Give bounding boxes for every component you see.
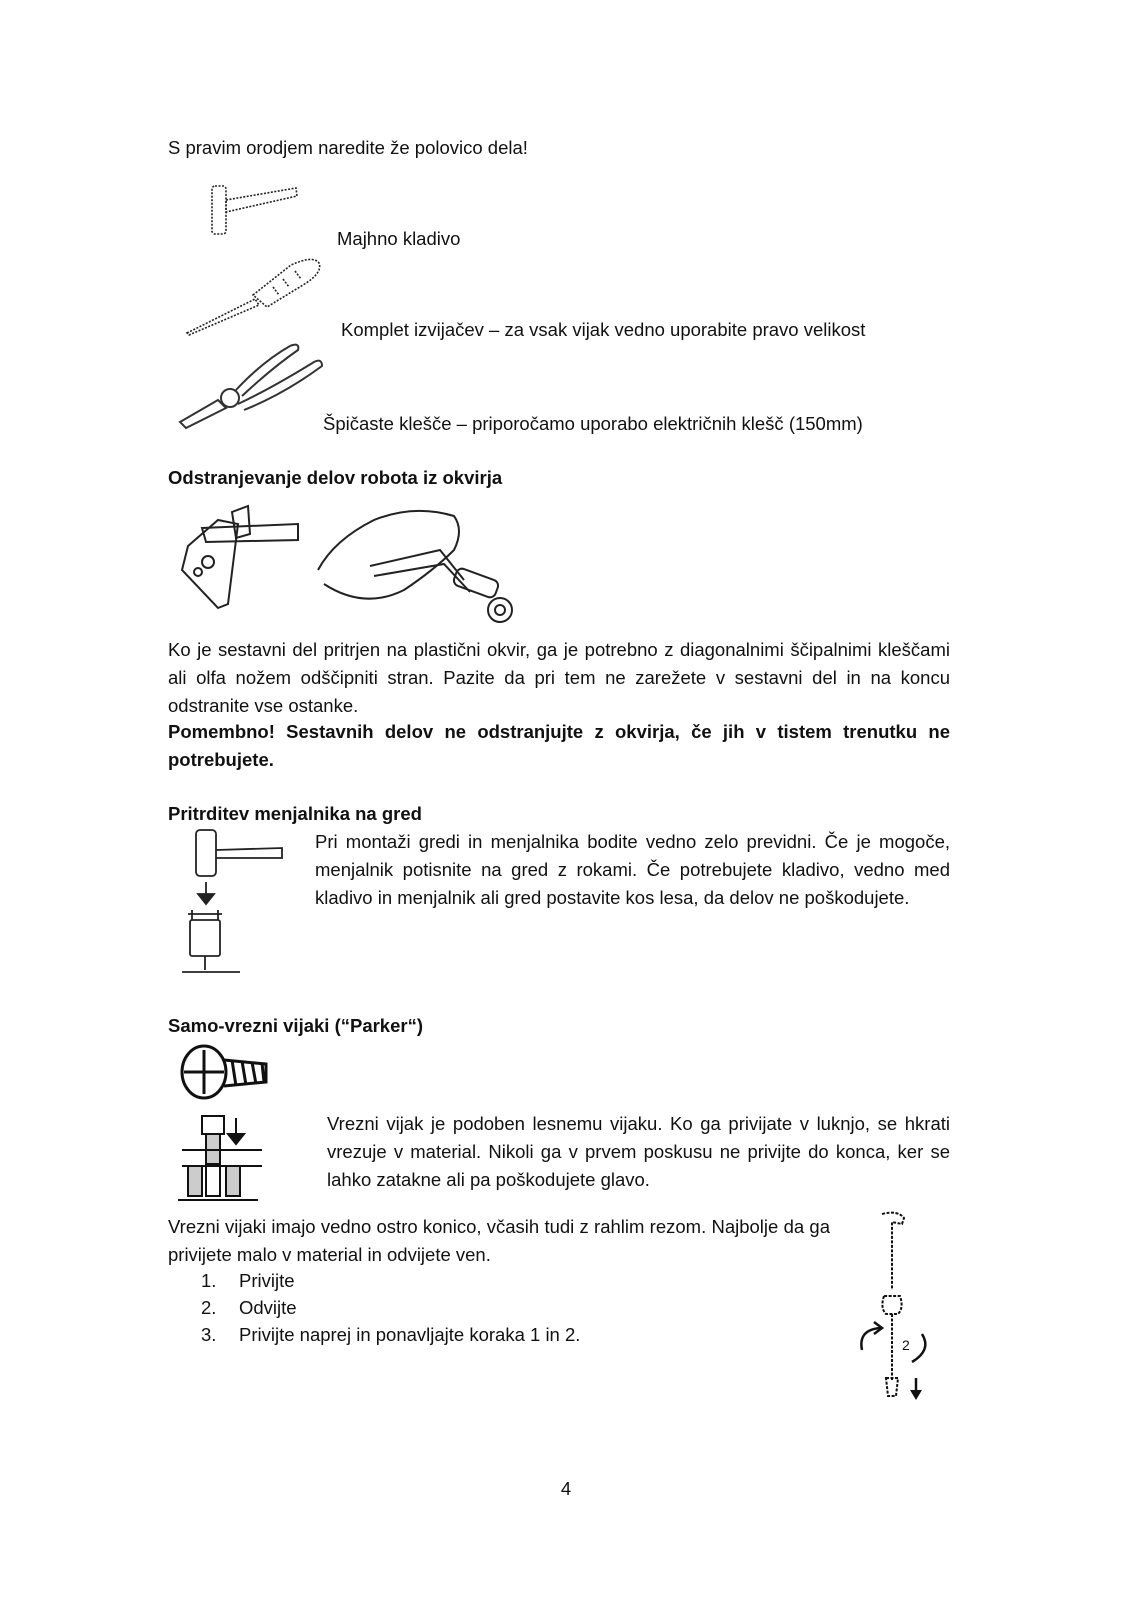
removal-paragraph-text: Ko je sestavni del pritrjen na plastični okvir, ga je potrebno z diagonalnimi ščipalnimi kleščami ali olfa nožem odščipniti stran. Pazite da pri tem ne zarežete v sestavni del in na koncu odstranite vse ostanke. — [168, 639, 950, 716]
screw-insertion-illustration — [178, 1110, 264, 1206]
tool-label-hammer: Majhno kladivo — [337, 228, 461, 249]
screws-paragraph-2 — [168, 1213, 830, 1269]
screwdriver-icon — [183, 255, 328, 337]
tool-label-pliers: Špičaste klešče – priporočamo uporabo električnih klešč (150mm) — [323, 413, 863, 434]
list-item: 1. Privijte — [201, 1270, 295, 1291]
gearbox-paragraph — [315, 828, 950, 912]
removal-important-note — [168, 718, 950, 774]
list-item: 3. Privijte naprej in ponavljajte koraka 1 in 2. — [201, 1324, 581, 1345]
section-heading-removal: Odstranjevanje delov robota iz okvirja — [168, 467, 503, 488]
gearbox-paragraph-text: Pri montaži gredi in menjalnika bodite vedno zelo previdni. Če je mogoče, menjalnik potisnite na gred z rokami. Če potrebujete kladivo, vedno med kladivo in menjalnik ali gred postavite kos lesa, da delov ne poškodujete. — [315, 831, 950, 908]
section-heading-screws: Samo-vrezni vijaki (“Parker“) — [168, 1015, 423, 1036]
screwdriver-rotation-illustration — [852, 1210, 936, 1406]
page-number: 4 — [560, 1477, 572, 1499]
gearbox-press-illustration — [178, 826, 286, 978]
pliers-icon — [172, 342, 324, 430]
screws-paragraph-2-text: Vrezni vijaki imajo vedno ostro konico, včasih tudi z rahlim rezom. Najbolje da ga privijete malo v material in odvijete ven. — [168, 1216, 830, 1265]
hand-cutter-illustration — [314, 500, 526, 628]
intro-text: S pravim orodjem naredite že polovico dela! — [168, 137, 528, 158]
list-item: 2. Odvijte — [201, 1297, 297, 1318]
hammer-icon — [200, 178, 300, 238]
removal-important-text: Pomembno! Sestavnih delov ne odstranjujte z okvirja, če jih v tistem trenutku ne potrebujete. — [168, 721, 950, 770]
parker-screw-icon — [178, 1042, 272, 1102]
screws-paragraph-1 — [327, 1110, 950, 1194]
rotation-step-label: 2 — [902, 1337, 910, 1353]
section-heading-gearbox: Pritrditev menjalnika na gred — [168, 803, 422, 824]
tool-label-screwdrivers: Komplet izvijačev – za vsak vijak vedno uporabite pravo velikost — [341, 319, 866, 340]
screw-steps-list — [201, 1267, 580, 1348]
removal-paragraph — [168, 636, 950, 720]
frame-cutting-illustration — [178, 504, 300, 612]
screws-paragraph-1-text: Vrezni vijak je podoben lesnemu vijaku. Ko ga privijate v luknjo, se hkrati vrezuje v material. Nikoli ga v prvem poskusu ne privijte do konca, ker se lahko zatakne ali pa poškodujete glavo. — [327, 1113, 950, 1190]
